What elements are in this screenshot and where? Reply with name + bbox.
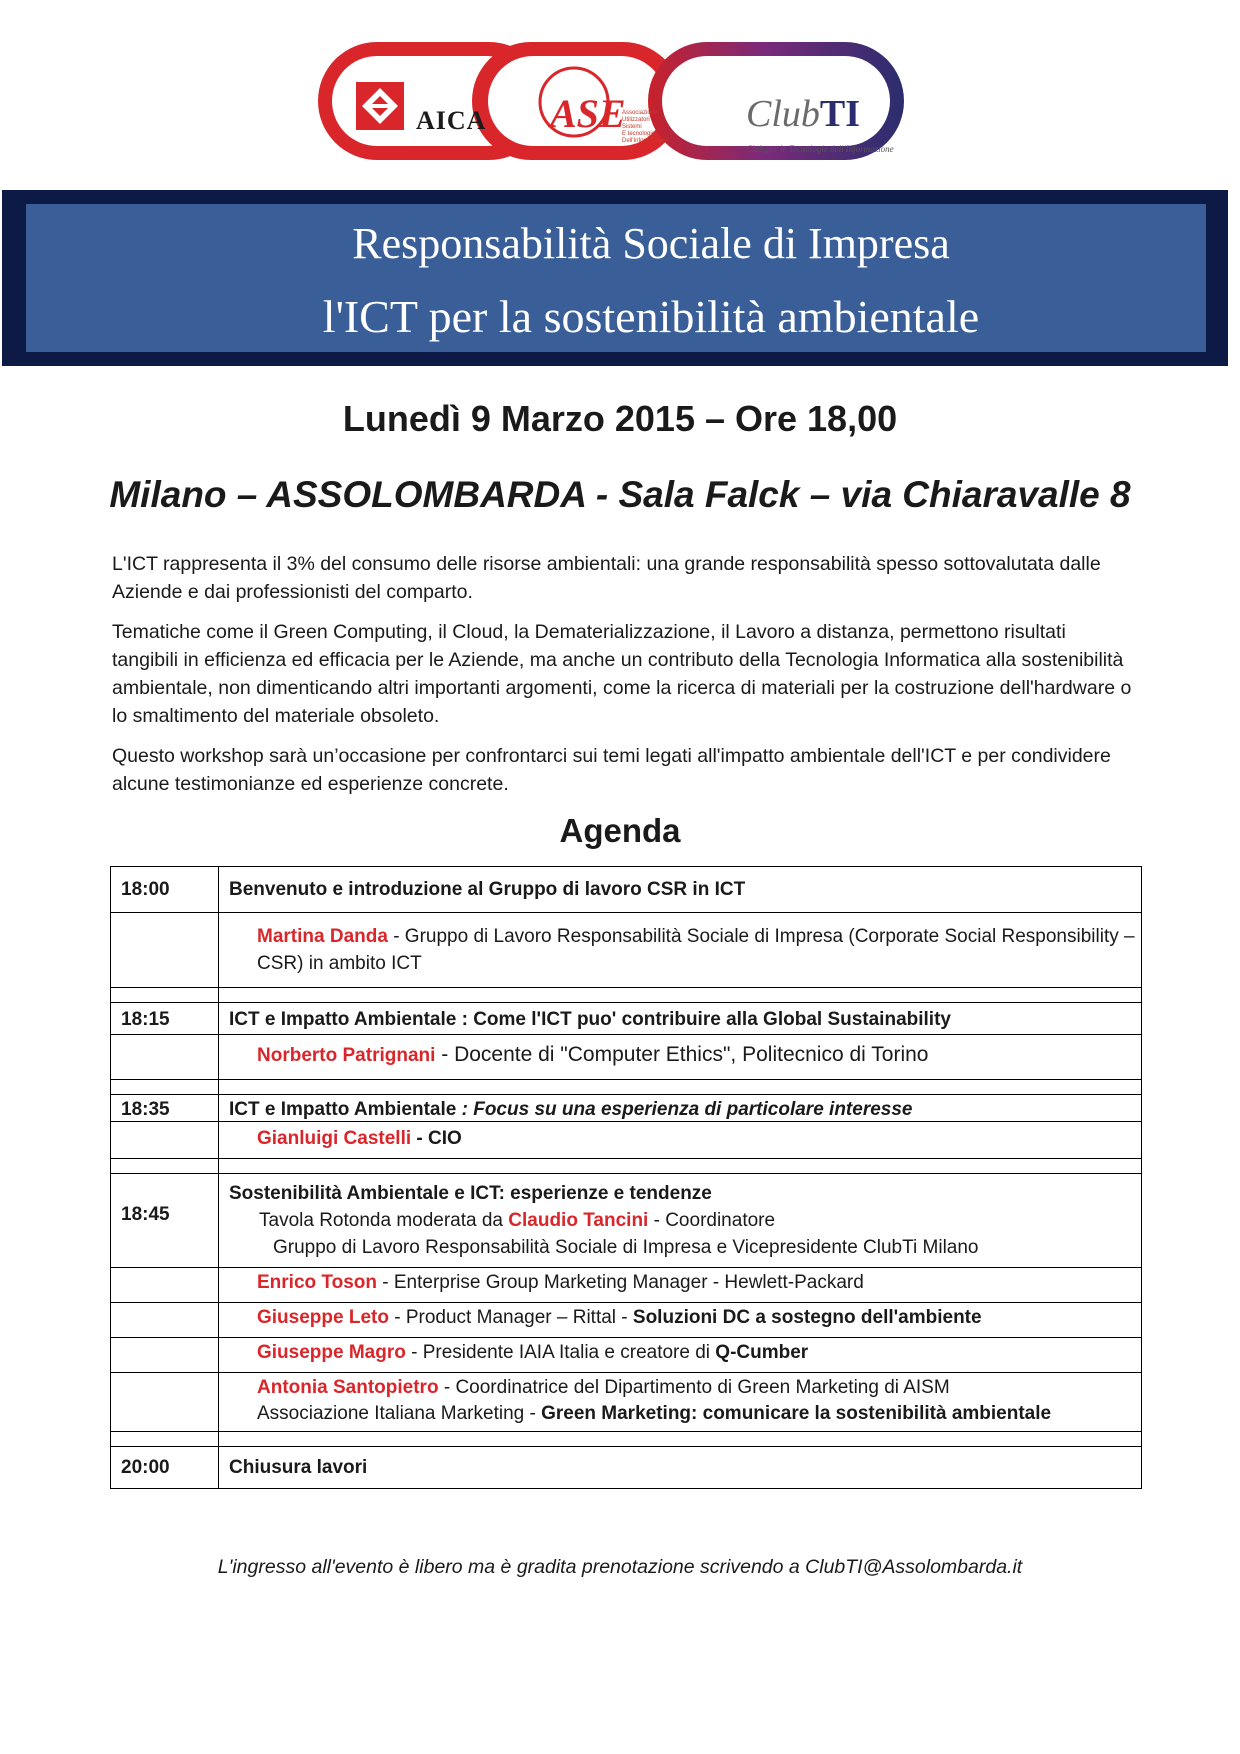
session-title-cell [219,1174,1142,1268]
speaker-name: Giuseppe Magro [257,1342,406,1363]
speaker-name: Norberto Patrignani [257,1045,436,1066]
empty-cell [111,1303,219,1338]
speaker-topic: Soluzioni DC a sostegno dell'ambiente [632,1307,982,1328]
banner-title: Responsabilità Sociale di Impresa [352,219,950,268]
speaker-cell [219,1338,1142,1373]
moderator-role: Gruppo di Lavoro Responsabilità Sociale di Impresa e Vicepresidente ClubTi Milano [273,1237,979,1258]
speaker-cell [219,1122,1142,1159]
session-time: 18:45 [111,1174,219,1268]
speaker-role: - Product Manager – Rittal - [388,1307,633,1328]
session-time: 18:35 [111,1095,219,1122]
aica-logo-text: AICA [416,106,487,135]
table-row [111,1432,1142,1447]
table-row [111,1095,1142,1122]
table-row [111,1174,1142,1268]
moderator-name: Claudio Tancini [508,1210,649,1231]
intro-paragraph: Tematiche come il Green Computing, il Cloud, la Dematerializzazione, il Lavoro a distanza, permettono risultati tangibili in efficienza ed efficacia per le Aziende, ma anche un contributo della Tecnologia Informatica alla sostenibilità ambientale, non dimenticando altri importanti argomenti, come la ricerca di materiali per la costruzione dell'hardware o lo smaltimento del materiale obsoleto. [112,621,1132,727]
session-title: ICT e Impatto Ambientale [229,1099,457,1120]
speaker-cell [219,1303,1142,1338]
ase-logo-subtitle: Associazione Utilizzatori Sistemi E tecnologie Dell'Informazione [622,110,669,144]
registration-note: L'ingresso all'evento è libero ma è gradita prenotazione scrivendo a ClubTI@Assolombarda.it [217,1556,1023,1578]
session-time: 18:00 [111,867,219,913]
empty-cell [111,913,219,988]
session-title: Benvenuto e introduzione al Gruppo di lavoro CSR in ICT [219,867,1142,913]
empty-cell [111,1122,219,1159]
speaker-name: Giuseppe Leto [257,1307,389,1328]
speaker-topic: Q-Cumber [715,1342,809,1363]
speaker-name: Enrico Toson [257,1272,377,1293]
speaker-role: - Docente di "Computer Ethics", Politecnico di Torino [435,1043,929,1066]
table-row [111,1035,1142,1080]
table-row [111,1447,1142,1489]
moderator-line: Tavola Rotonda moderata da Claudio Tancini - Coordinatore [259,1210,776,1231]
table-row [111,1003,1142,1035]
speaker-role: - Coordinatrice del Dipartimento di Green Marketing di AISM [438,1377,950,1398]
speaker-role: - Enterprise Group Marketing Manager - Hewlett-Packard [376,1272,864,1293]
speaker-name: Gianluigi Castelli [257,1128,412,1149]
empty-cell [111,1373,219,1432]
title-banner [2,190,1228,366]
session-title: ICT e Impatto Ambientale : Come l'ICT puo' contribuire alla Global Sustainability [219,1003,1142,1035]
table-row [111,1373,1142,1432]
session-time: 20:00 [111,1447,219,1489]
empty-cell [111,1268,219,1303]
speaker-role: - Presidente IAIA Italia e creatore di [405,1342,716,1363]
clubti-logo-text: ClubTI [746,93,861,135]
intro-paragraph: L'ICT rappresenta il 3% del consumo delle risorse ambientali: una grande responsabilità spesso sottovalutata dalle Aziende e dai professionisti del comparto. [112,553,1101,603]
session-time: 18:15 [111,1003,219,1035]
agenda-heading: Agenda [559,812,681,849]
session-title-cell [219,1095,1142,1122]
speaker-cell [219,1035,1142,1080]
banner-subtitle: l'ICT per la sostenibilità ambientale [322,291,980,342]
session-subtitle: : Focus su una esperienza di particolare interesse [456,1099,913,1120]
speaker-name: Martina Danda [257,926,388,947]
table-row [111,1338,1142,1373]
table-row [111,988,1142,1003]
aica-logo-mark [356,82,404,130]
table-row [111,1122,1142,1159]
title-banner-inner [26,204,1206,352]
table-row [111,1303,1142,1338]
partner-logos [312,24,910,176]
table-row [111,1159,1142,1174]
table-row [111,1268,1142,1303]
session-title: Chiusura lavori [219,1447,1142,1489]
event-date: Lunedì 9 Marzo 2015 – Ore 18,00 [342,398,898,439]
session-title: Sostenibilità Ambientale e ICT: esperienze e tendenze [229,1183,712,1204]
empty-cell [111,1035,219,1080]
speaker-name: Antonia Santopietro [257,1377,439,1398]
event-venue: Milano – ASSOLOMBARDA - Sala Falck – via Chiaravalle 8 [109,474,1131,515]
table-row [111,1080,1142,1095]
table-row [111,867,1142,913]
intro-text [112,550,1132,810]
speaker-cell [219,913,1142,988]
speaker-role: - Gruppo di Lavoro Responsabilità Sociale di Impresa (Corporate Social Responsibility – CSR) in ambito ICT [257,926,1135,974]
speaker-topic: Green Marketing: comunicare la sostenibilità ambientale [541,1403,1052,1424]
clubti-logo-subtitle: Club per le Tecnologie dell'Informazione [746,144,894,154]
speaker-cell [219,1268,1142,1303]
agenda-table [110,866,1142,1489]
table-row [111,913,1142,988]
intro-paragraph: Questo workshop sarà un’occasione per confrontarci sui temi legati all'impatto ambientale dell'ICT e per condividere alcune testimonianze ed esperienze concrete. [112,745,1111,795]
speaker-cell: Antonia Santopietro - Coordinatrice del Dipartimento di Green Marketing di AISM Associazione Italiana Marketing - Green Marketing: comunicare la sostenibilità ambientale [219,1373,1142,1432]
ase-logo-text: ASE [550,91,626,136]
empty-cell [111,1338,219,1373]
speaker-role: - CIO [411,1128,462,1149]
